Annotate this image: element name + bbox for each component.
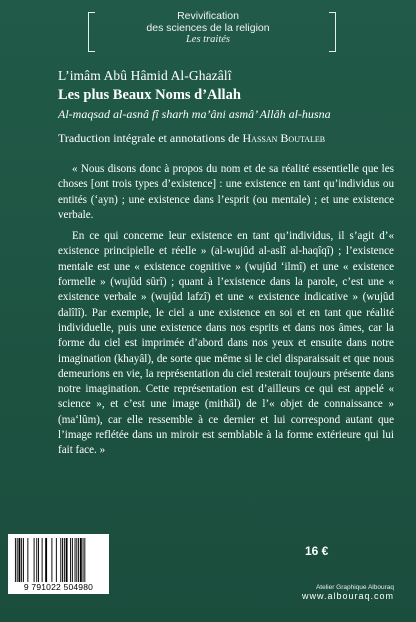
publisher-block [302, 584, 394, 601]
author: L’imâm Abû Hâmid Al-Ghazâlî [58, 68, 232, 83]
publisher-website: www.albouraq.com [301, 591, 394, 601]
barcode-bar [56, 538, 57, 582]
series-line-2: des sciences de la religion [146, 22, 270, 34]
barcode-bar [36, 538, 37, 582]
book-title: Les plus Beaux Noms d’Allah [58, 87, 241, 103]
barcode-bar [21, 538, 22, 582]
barcode-bar [38, 538, 39, 582]
translation-credit [58, 131, 325, 146]
barcode [8, 534, 109, 594]
price: 16 € [305, 544, 329, 558]
translator-name: Hassan Boutaleb [242, 131, 326, 145]
barcode-number: 9 791022 504980 [23, 582, 94, 592]
barcode-bar [75, 538, 76, 582]
barcode-bar [78, 538, 79, 582]
left-bracket [88, 12, 95, 52]
series-line-1: Revivification [177, 10, 239, 22]
barcode-bar [64, 538, 65, 582]
barcode-bar [76, 538, 77, 582]
barcode-bar [83, 538, 84, 582]
barcode-bar [62, 538, 63, 582]
barcode-bar [51, 538, 52, 582]
barcode-bar [80, 538, 82, 582]
barcode-bar [34, 538, 35, 582]
barcode-bar [84, 538, 85, 582]
barcode-bar [17, 538, 18, 582]
barcode-bar [60, 538, 61, 582]
barcode-bar [18, 538, 20, 582]
barcode-bar [66, 538, 68, 582]
publisher-name: Atelier Graphique Albouraq [315, 584, 394, 591]
book-subtitle: Al-maqsad al-asnâ fî sharh ma’âni asmâ’ Allâh al-husna [58, 107, 331, 121]
barcode-bar [15, 538, 16, 582]
excerpt [58, 162, 394, 465]
barcode-bars [14, 538, 103, 582]
barcode-bar [72, 538, 73, 582]
barcode-bar [70, 538, 71, 582]
translation-prefix: Traduction intégrale et annotations de [58, 131, 243, 145]
barcode-bar [27, 538, 28, 582]
barcode-bar [23, 538, 24, 582]
excerpt-paragraph-1: « Nous disons donc à propos du nom et de sa réalité essentielle que les choses [ont trois types d’existence] : une existence en tant qu’individus ou entités (‘ayn) ; une existence dans l’esprit (ou mentale) ; et une existence verbale. [58, 163, 394, 221]
barcode-bar [45, 538, 47, 582]
barcode-bar [42, 538, 43, 582]
series-line-3: Les traités [185, 34, 231, 45]
excerpt-paragraph-2: En ce qui concerne leur existence en tant qu’individus, il s’agit d’« existence principielle et réelle » (al-wujûd al-aslî al-haqîqî) ; l’existence mentale est une « existence cognitive » (wujûd ‘ilmî) et une « existence formelle » (wujûd sûrî) ; quant à l’existence dans la parole, c’est une « existence verbale » (wujûd lafzî) et une « existence indicative » (wujûd dalîlî). Par exemple, le ciel a une existence en soi et en tant que réalité individuelle, puis une existence dans nos esprits et dans nos âmes, car la forme du ciel est imprimée d’abord dans nos yeux et ensuite dans notre imagination (khayâl), de sorte que même si le ciel disparaissait et que nous demeurions en vie, la représentation du ciel resterait toujours présente dans notre imagination. Cette représentation est d’ailleurs ce qui est appelé « science », et c’est une image (mithâl) de l’« objet de connaissance » (ma‘lûm), car elle ressemble à ce dernier et lui correspond autant que l’image reflétée dans un miroir est semblable à la forme extérieure qui lui fait face. » [58, 230, 394, 457]
series-block [0, 10, 416, 46]
right-bracket [329, 12, 336, 52]
